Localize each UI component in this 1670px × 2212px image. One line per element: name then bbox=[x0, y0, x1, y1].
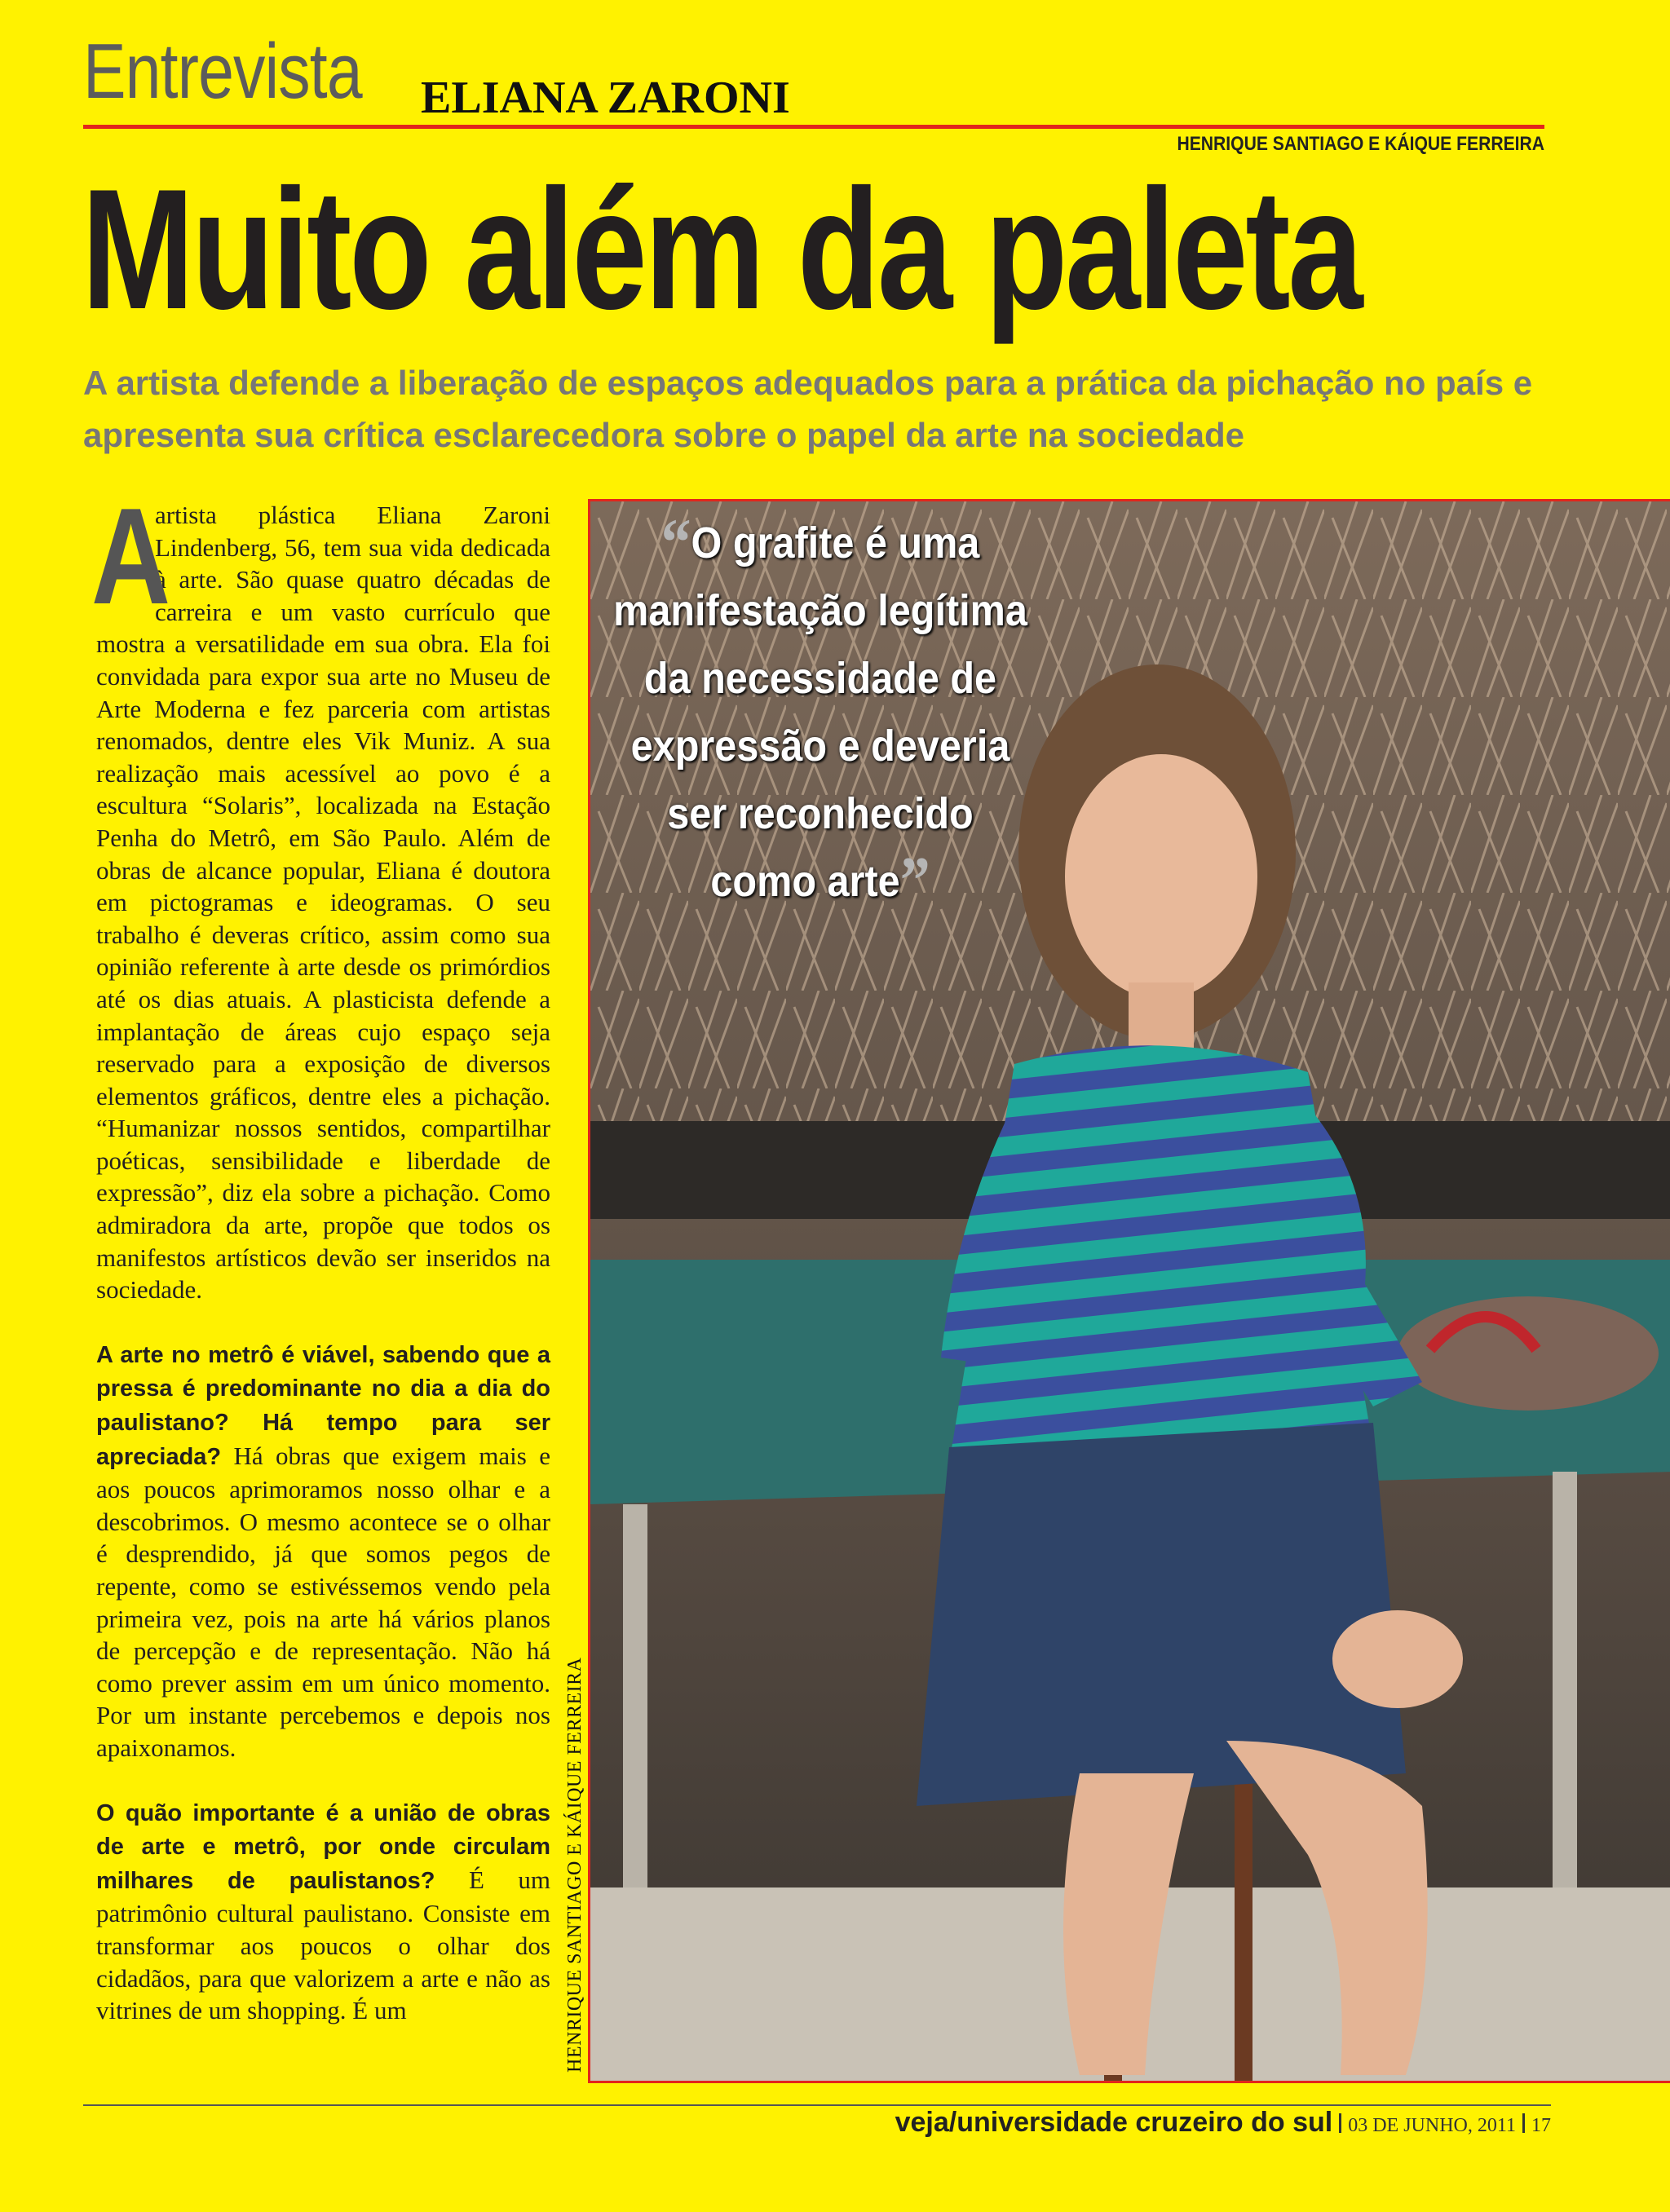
page-footer bbox=[895, 2106, 1551, 2139]
interview-question: O quão importante é a união de obras de arte e metrô, por onde circulam milhares de paulistanos? bbox=[96, 1799, 550, 1894]
photo-credit: HENRIQUE SANTIAGO E KÁIQUE FERREIRA bbox=[564, 1657, 585, 2073]
footer-separator bbox=[1339, 2113, 1341, 2133]
open-quote-mark: “ bbox=[660, 505, 691, 579]
intro-paragraph bbox=[91, 479, 550, 1306]
article-body bbox=[91, 479, 550, 2059]
interviewee-name: ELIANA ZARONI bbox=[421, 73, 790, 123]
drop-cap: A bbox=[91, 479, 171, 633]
interview-answer: É um patrimônio cultural paulistano. Consiste em transformar aos poucos o olhar dos cidadãos, para que valorizem a arte e não as vitrines de um shopping. É um bbox=[96, 1865, 550, 2025]
header-rule bbox=[83, 125, 1544, 129]
publication-name: veja/universidade cruzeiro do sul bbox=[895, 2107, 1333, 2138]
interview-question: A arte no metrô é viável, sabendo que a pressa é predominante no dia a dia do paulistano? Há tempo para ser apreciada? bbox=[96, 1341, 550, 1470]
interview-answer: Há obras que exigem mais e aos poucos aprimoramos nosso olhar e a descobrimos. O mesmo acontece se o olhar é desprendido, já que somos pegos de repente, como se estivéssemos vendo pela primeira vez, pois na arte há vários planos de percepção e de representação. Não há como prever assim em um único momento. Por um instante percebemos e depois nos apaixonamos. bbox=[96, 1441, 550, 1762]
page-number: 17 bbox=[1531, 2115, 1551, 2136]
issue-date: 03 DE JUNHO, 2011 bbox=[1348, 2115, 1516, 2136]
headline: Muito além da paleta bbox=[82, 153, 1361, 345]
pull-quote-text: O grafite é uma manifestação legítima da necessidade de expressão e deveria ser reconhecido como arte bbox=[613, 519, 1027, 906]
intro-text: artista plástica Eliana Zaroni Lindenberg, 56, tem sua vida dedicada à arte. São quase quatro décadas de carreira e um vasto currículo que mostra a versatilidade em sua obra. Ela foi convidada para expor sua arte no Museu de Arte Moderna e fez parceria com artistas renomados, dentre eles Vik Muniz. A sua realização mais acessível ao povo é a escultura “Solaris”, localizada na Estação Penha do Metrô, em São Paulo. Além de obras de alcance popular, Eliana é doutora em pictogramas e ideogramas. O seu trabalho é deveras crítico, assim como sua opinião referente à arte desde os primórdios até os dias atuais. A plasticista defende a implantação de áreas cujo espaço seja reservado para a exposição de diversos elementos gráficos, dentre eles a pichação. “Humanizar nossos sentidos, compartilhar poéticas, sensibilidade e liberdade de expressão”, diz ela sobre a pichação. Como admiradora da arte, propõe que todos os manifestos artísticos devão ser inseridos na sociedade. bbox=[96, 501, 550, 1305]
section-kicker: Entrevista bbox=[83, 28, 362, 115]
close-quote-mark: ” bbox=[899, 843, 930, 917]
byline: HENRIQUE SANTIAGO E KÁIQUE FERREIRA bbox=[1177, 133, 1544, 155]
qa-paragraph bbox=[96, 1338, 550, 1764]
qa-paragraph bbox=[96, 1796, 550, 2027]
pull-quote bbox=[612, 505, 1030, 917]
deck-subtitle: A artista defende a liberação de espaços adequados para a prática da pichação no país e apresenta sua crítica esclarecedora sobre o papel da arte na sociedade bbox=[83, 364, 1533, 454]
footer-separator bbox=[1522, 2113, 1525, 2133]
